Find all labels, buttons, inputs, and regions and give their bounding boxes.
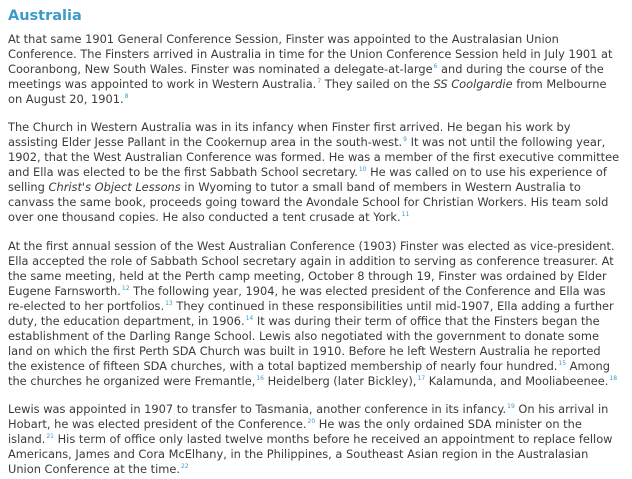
paragraph bbox=[8, 239, 622, 389]
paragraph-text: Lewis was appointed in 1907 to transfer to Tasmania, another conference in its infancy. bbox=[8, 402, 507, 416]
paragraph-text: It was during their term of office that the Finsters began the establishment of the Darling Range School. Lewis also negotiated with the government to donate some land on which the first Perth SDA Church was built in 1910. Before he left Western Australia he reported the existence of fifteen SDA churches, with a total baptized membership of nearly four hundred. bbox=[8, 314, 601, 373]
paragraph-text: On his arrival in Hobart, he was elected president of the Conference. bbox=[8, 402, 609, 431]
paragraph-text: It was not until the following year, 1902, that the West Australian Conference was formed. He was a member of the first executive committee and Ella was elected to be the first Sabbath School secretary. bbox=[8, 135, 620, 179]
footnote-ref[interactable]: 6 bbox=[433, 63, 438, 70]
footnote-ref[interactable]: 18 bbox=[609, 375, 618, 382]
paragraph bbox=[8, 402, 622, 477]
paragraph bbox=[8, 32, 622, 107]
paragraph-text: He was the only ordained SDA minister on the island. bbox=[8, 417, 582, 446]
section-heading: Australia bbox=[8, 8, 82, 24]
paragraph-text: His term of office only lasted twelve months before he received an appointment to replace fellow Americans, James and Cora McElhany, in the Philippines, a Southeast Asian region in the Australasian Union Conference at the time. bbox=[8, 432, 613, 476]
footnote-ref[interactable]: 14 bbox=[245, 315, 254, 322]
footnote-ref[interactable]: 9 bbox=[403, 136, 407, 143]
paragraph-text: At the first annual session of the West Australian Conference (1903) Finster was elected as vice-president. Ella accepted the role of Sabbath School secretary again in addition to serving as conference treasurer. At the same meeting, held at the Perth camp meeting, October 8 through 19, Finster was ordained by Elder Eugene Farnsworth. bbox=[8, 239, 615, 298]
paragraph-text: They continued in these responsibilities until mid-1907, Ella adding a further duty, the education department, in 1906. bbox=[8, 299, 614, 328]
paragraph-text: in Wyoming to tutor a small band of members in Western Australia to canvass the same book, proceeds going toward the Avondale School for Christian Workers. His team sold over one thousand copies. He also conducted a tent crusade at York. bbox=[8, 180, 609, 224]
footnote-ref[interactable]: 7 bbox=[317, 78, 322, 85]
paragraph-text: At that same 1901 General Conference Session, Finster was appointed to the Australasian Union Conference. The Finsters arrived in Australia in time for the Union Conference Session held in July 1901 at Cooranbong, New South Wales. Finster was nominated a delegate-at-large bbox=[8, 32, 613, 76]
paragraph-text: from Melbourne on August 20, 1901. bbox=[8, 77, 607, 106]
italic-title: SS Coolgardie bbox=[433, 77, 513, 91]
footnote-ref[interactable]: 12 bbox=[121, 285, 130, 292]
footnote-ref[interactable]: 13 bbox=[165, 300, 173, 307]
footnote-ref[interactable]: 17 bbox=[417, 375, 426, 382]
paragraph-text: He was called on to use his experience of selling bbox=[8, 165, 607, 194]
footnote-ref[interactable]: 15 bbox=[558, 360, 567, 367]
footnote-ref[interactable]: 22 bbox=[180, 463, 189, 470]
paragraph-text: Among the churches he organized were Fremantle, bbox=[8, 359, 610, 388]
paragraph-text: The Church in Western Australia was in its infancy when Finster first arrived. He began his work by assisting Elder Jesse Pallant in the Cookernup area in the south-west. bbox=[8, 120, 571, 149]
paragraph-text: Heidelberg (later Bickley), bbox=[263, 374, 417, 388]
paragraph-text: Kalamunda, and Mooliabeenee. bbox=[425, 374, 609, 388]
paragraph-text: and during the course of the meetings was appointed to work in Western Australia. bbox=[8, 62, 604, 91]
footnote-ref[interactable]: 20 bbox=[307, 418, 316, 425]
italic-title: Christ's Object Lessons bbox=[48, 180, 181, 194]
paragraph-text: They sailed on the bbox=[321, 77, 434, 91]
footnote-ref[interactable]: 8 bbox=[124, 93, 129, 100]
footnote-ref[interactable]: 16 bbox=[256, 375, 264, 382]
paragraph-text: The following year, 1904, he was elected president of the Conference and Ella was re-elected to her portfolios. bbox=[8, 284, 606, 313]
article-section bbox=[8, 0, 622, 477]
footnote-ref[interactable]: 11 bbox=[401, 211, 410, 218]
paragraph bbox=[8, 120, 622, 225]
footnote-ref[interactable]: 21 bbox=[46, 433, 54, 440]
footnote-ref[interactable]: 19 bbox=[507, 403, 515, 410]
footnote-ref[interactable]: 10 bbox=[358, 166, 367, 173]
